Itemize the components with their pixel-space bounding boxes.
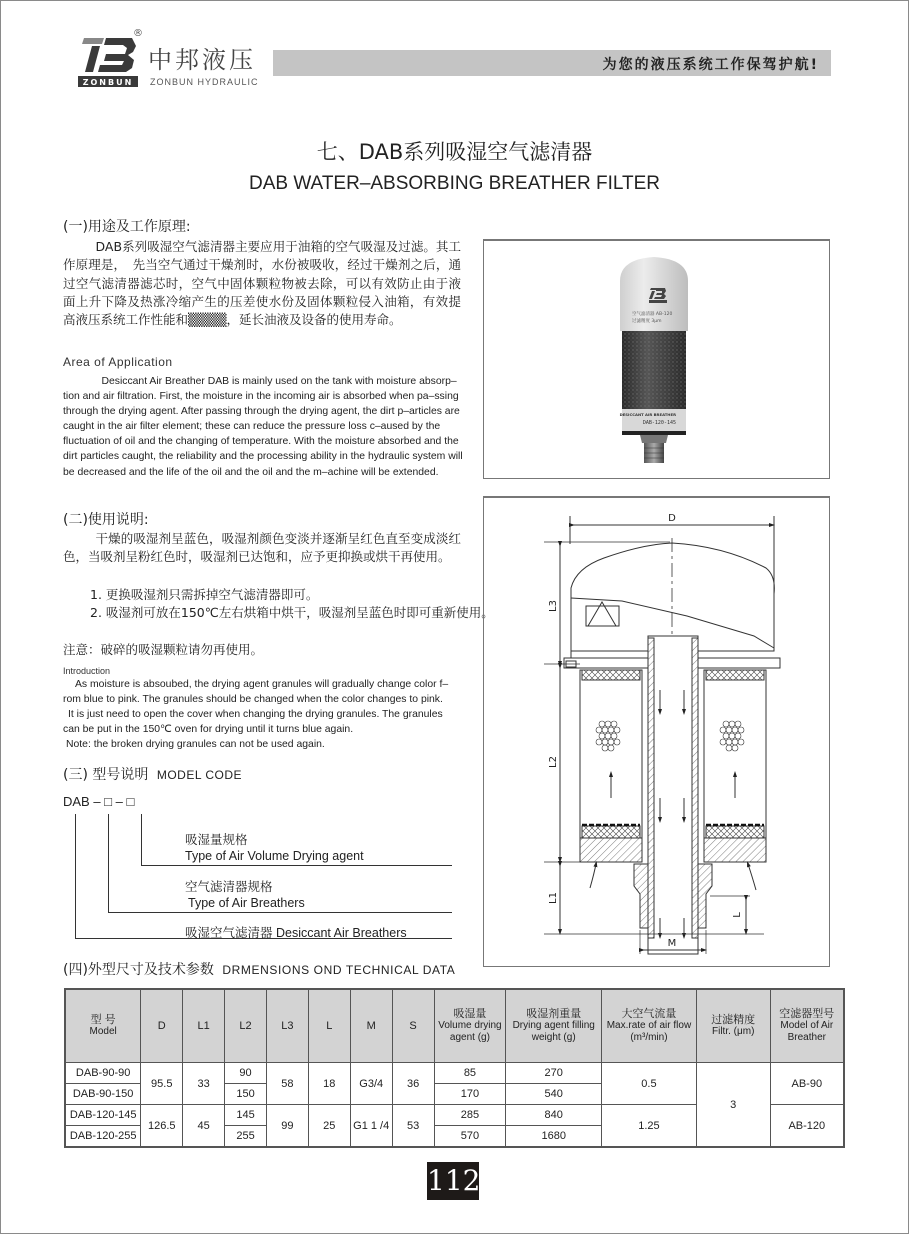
cell-flow: 1.25 [602, 1105, 697, 1148]
dim-label-L: L [732, 912, 743, 918]
section3-heading-en: MODEL CODE [156, 768, 243, 782]
filter-bottom-right [706, 826, 764, 838]
col-header-volume: 吸湿量 Volume drying agent (g) [434, 989, 506, 1063]
brand-name-cn: 中邦液压 [148, 46, 256, 74]
cell-d: 126.5 [141, 1105, 183, 1148]
model-code-label-en: Type of Air Breathers [188, 896, 305, 910]
intro-line: can be put in the 150℃ oven for drying until it turns blue again. [63, 724, 354, 736]
col-header-l3: L3 [266, 989, 308, 1063]
model-code-line [108, 814, 109, 912]
brand-name-en: ZONBUN HYDRAULIC [150, 77, 259, 87]
cell-weight: 540 [506, 1084, 602, 1105]
introduction-body [63, 677, 468, 752]
product-photo [484, 241, 829, 477]
section1-body-cn: DAB系列吸湿空气滤清器主要应用于油箱的空气吸湿及过滤。其工作原理是， 先当空气通过干燥剂时，水份被吸收，经过干燥剂之后，通过空气滤清器滤芯时，空气中固体颗粒物被去除，可以有效防止由于液面上升下降及热涨冷缩产生的压差使水份及固体颗粒侵入油箱，有效提高液压系统工作性能和▒▒▒▒，延长油液及设备的使用寿命。 [63, 239, 461, 328]
section4-heading [63, 959, 455, 979]
model-code-line [75, 814, 76, 938]
cell-l: 25 [308, 1105, 350, 1148]
cell-model: DAB-120-255 [65, 1126, 141, 1148]
section2-heading: (二)使用说明: [63, 512, 149, 528]
base-ring [622, 431, 686, 435]
nipple-right [698, 864, 712, 928]
tube-wall-left [648, 638, 654, 938]
table-header-row [65, 989, 844, 1063]
cell-volume: 570 [434, 1126, 506, 1148]
tube-wall-right [692, 638, 698, 938]
dim-label-L2: L2 [548, 756, 559, 768]
cell-l2: 90 [225, 1063, 267, 1084]
cell-breather: AB-90 [770, 1063, 844, 1105]
center-tube [648, 636, 698, 954]
model-code-label-cn: 吸湿量规格 [185, 833, 248, 847]
cap-label-1: 空气滤清器 AB-120 [632, 312, 673, 317]
dim-label-M: M [667, 938, 677, 949]
filter-top-left [582, 670, 640, 680]
band-label-1: DESICCANT AIR BREATHER [619, 412, 676, 417]
col-header-model: 型 号 Model [65, 989, 141, 1063]
cell-weight: 840 [506, 1105, 602, 1126]
cell-volume: 285 [434, 1105, 506, 1126]
model-code: DAB – □ – □ [63, 794, 135, 809]
cell-s: 53 [392, 1105, 434, 1148]
slogan: 为您的液压系统工作保驾护航! [602, 57, 819, 73]
section1-body-en-rest: tion and air filtration. First, the moisture in the incoming air is absorbed when pa–ssing through the drying agent. After passing through the drying agent, the dirt p–articles are caught in the air filter element; these can reduce the pressure loss c–aused by the fluctuation of oil and the changing of temperature. With the moisture absorbed and the dirt particles caught, the reliability and the processing ability in the hydraulic system will be decreased and the life of the oil and the oil and the m–achine will be extended. [63, 391, 463, 478]
cell-model: DAB-120-145 [65, 1105, 141, 1126]
cell-l2: 150 [225, 1084, 267, 1105]
cell-l3: 99 [266, 1105, 308, 1148]
section2-body-cn: 干燥的吸湿剂呈蓝色，吸湿剂颜色变淡并逐渐呈红色直至变成淡红色，当吸剂呈粉红色时，吸湿剂已达饱和，应予更抑换或烘干再使用。 [63, 531, 461, 565]
cell-volume: 85 [434, 1063, 506, 1084]
section2-item-2: 2. 吸湿剂可放在150℃左右烘箱中烘干，吸湿剂呈蓝色时即可重新使用。 [90, 605, 494, 620]
model-code-line [141, 865, 452, 866]
cell-l2: 255 [225, 1126, 267, 1148]
model-code-label-cn: 空气滤清器规格 [185, 880, 273, 894]
page-number: 112 [427, 1162, 479, 1200]
cap-outline [571, 543, 774, 651]
col-header-filtr: 过滤精度 Filtr. (μm) [696, 989, 770, 1063]
slogan-banner [273, 50, 831, 76]
model-code-label-combined [185, 923, 407, 941]
section3-heading-cn: (三) 型号说明 [63, 767, 149, 783]
flow-arrow [590, 864, 596, 888]
model-code-line [108, 912, 452, 913]
band-label-2: DAB-120-145 [642, 420, 676, 426]
cell-weight: 270 [506, 1063, 602, 1084]
cell-model: DAB-90-150 [65, 1084, 141, 1105]
cell-volume: 170 [434, 1084, 506, 1105]
granules-right [720, 721, 744, 751]
registered-mark: ® [133, 28, 143, 39]
col-header-d: D [141, 989, 183, 1063]
model-code-label-en: Desiccant Air Breathers [276, 926, 407, 940]
dim-label-L3: L3 [548, 600, 559, 612]
cell-s: 36 [392, 1063, 434, 1105]
page-title-en: DAB WATER–ABSORBING BREATHER FILTER [248, 173, 661, 194]
base-right [704, 838, 766, 862]
section-drawing [484, 498, 829, 965]
section4-heading-en: DRMENSIONS OND TECHNICAL DATA [222, 963, 456, 977]
cell-l1: 33 [183, 1063, 225, 1105]
desiccant-granules [619, 331, 686, 419]
intro-line: It is just need to open the cover when changing the drying granules. The granules [68, 709, 443, 721]
cell-m: G1 1 /4 [350, 1105, 392, 1148]
model-code-label-en: Type of Air Volume Drying agent [185, 849, 364, 863]
cell-l2: 145 [225, 1105, 267, 1126]
cell-l1: 45 [183, 1105, 225, 1148]
section-diagram-frame [483, 496, 830, 967]
cell-d: 95.5 [141, 1063, 183, 1105]
fitting-neck [640, 435, 668, 443]
product-photo-frame [483, 239, 830, 479]
base-left [580, 838, 642, 862]
table-row [65, 1063, 844, 1084]
introduction-title: Introduction [63, 666, 111, 676]
section1-body-en-first: Desiccant Air Breather DAB is mainly used on the tank with moisture absorp– [101, 376, 457, 387]
cell-flow: 0.5 [602, 1063, 697, 1105]
intro-line: As moisture is absoubed, the drying agent granules will gradually change color f– [75, 679, 449, 690]
col-header-l1: L1 [183, 989, 225, 1063]
section2-note: 注意：破碎的吸湿颗粒请勿再使用。 [63, 642, 264, 657]
col-header-s: S [392, 989, 434, 1063]
cell-breather: AB-120 [770, 1105, 844, 1148]
col-header-l: L [308, 989, 350, 1063]
filter-top-right [706, 670, 764, 680]
spec-table [64, 988, 845, 1148]
model-code-label-cn: 吸湿空气滤清器 [185, 926, 273, 940]
cell-filtr: 3 [696, 1063, 770, 1148]
col-header-weight: 吸湿剂重量 Drying agent filling weight (g) [506, 989, 602, 1063]
cell-l3: 58 [266, 1063, 308, 1105]
cap-label-2: 过滤精度 3μm [632, 319, 662, 324]
cell-weight: 1680 [506, 1126, 602, 1148]
col-header-l2: L2 [225, 989, 267, 1063]
cell-model: DAB-90-90 [65, 1063, 141, 1084]
dim-label-D: D [668, 513, 676, 524]
col-header-m: M [350, 989, 392, 1063]
col-header-flow: 大空气流量 Max.rate of air flow (m³/min) [602, 989, 697, 1063]
section2-item-1: 1. 更换吸湿剂只需拆掉空气滤清器即可。 [90, 587, 319, 602]
filter-bottom-left [582, 826, 640, 838]
zonbun-logo [78, 34, 138, 88]
model-code-line [141, 814, 142, 865]
cell-m: G3/4 [350, 1063, 392, 1105]
intro-line: Note: the broken drying granules can not be used again. [66, 739, 325, 751]
section3-heading [63, 764, 242, 784]
cell-l: 18 [308, 1063, 350, 1105]
nipple-left [634, 864, 648, 928]
dim-label-L1: L1 [548, 892, 559, 904]
col-header-breather: 空滤器型号 Model of Air Breather [770, 989, 844, 1063]
svg-text:ZONBUN: ZONBUN [82, 78, 134, 87]
section4-heading-cn: (四)外型尺寸及技术参数 [63, 962, 214, 978]
section1-heading-en: Area of Application [63, 355, 173, 369]
granules-left [596, 721, 620, 751]
section1-body-en [63, 374, 468, 480]
page-title-cn: 七、DAB系列吸湿空气滤清器 [316, 140, 593, 164]
intro-line: rom blue to pink. The granules should be changed when the color changes to pink. [63, 694, 443, 706]
flow-arrow [748, 864, 756, 890]
section1-heading: (一)用途及工作原理: [63, 219, 191, 235]
